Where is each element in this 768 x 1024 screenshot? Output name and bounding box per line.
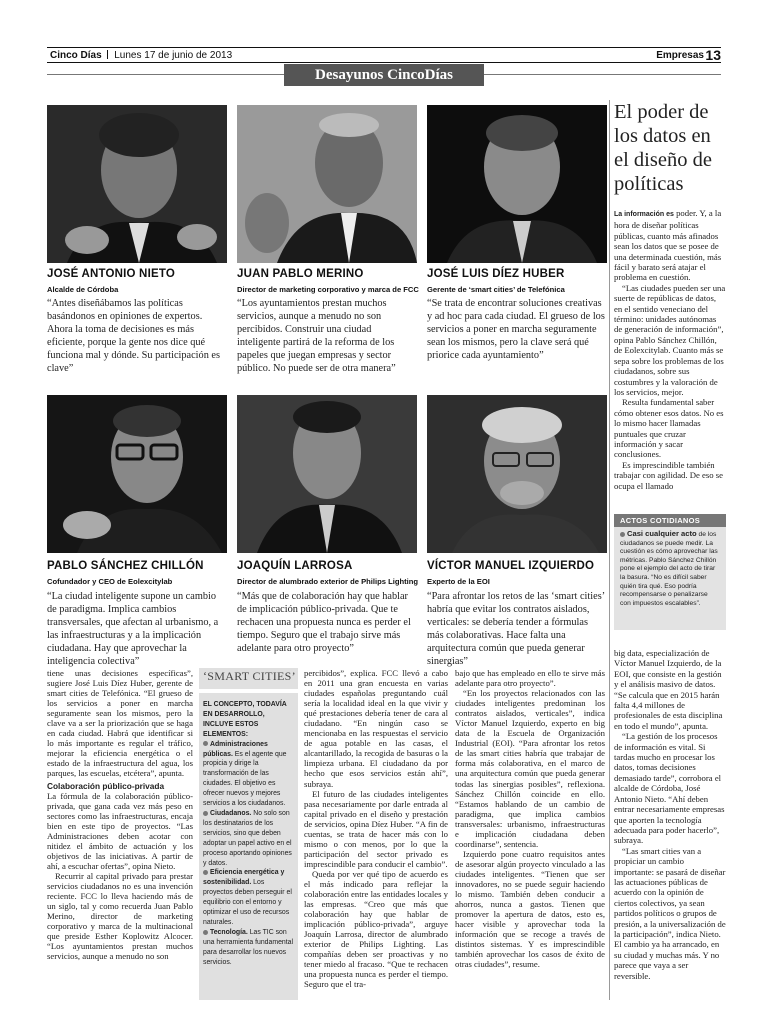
- band-rule-left: [47, 74, 284, 75]
- bullet-icon: [203, 870, 208, 875]
- photo-victor-manuel-izquierdo: [427, 395, 607, 553]
- person-quote: “Se trata de encontrar soluciones creativas y ad hoc para cada ciudad. El grueso de los servicios a poner en marcha seguramente sean los mismos, pero la clave será qué priorice cada ayuntamiento”: [427, 298, 605, 361]
- smart-cities-body: [203, 700, 295, 967]
- sidebar-headline: El poder de los datos en el diseño de políticas: [614, 101, 712, 195]
- bullet-icon: [203, 930, 208, 935]
- sidebar-paragraph: Resulta fundamental saber cómo obtener esos datos. No es lo mismo hacer llamadas puntuales que cruzar información y sacar conclusiones.: [614, 397, 724, 460]
- sidebar-lead: La información es: [614, 211, 674, 218]
- article-column-4: [455, 668, 605, 969]
- subheading: Colaboración público-privada: [47, 780, 165, 791]
- smart-item-title: Tecnología.: [210, 928, 248, 936]
- smart-item-text: Las TIC son una herramienta fundamental para desarrollar los nuevos servicios.: [203, 928, 294, 966]
- sidebar-continuation: [614, 648, 726, 981]
- smart-cities-title: ‘SMART CITIES’: [203, 669, 296, 683]
- person-quote: “Más que de colaboración hay que hablar de implicación público-privada. Que te rechacen una propuesta nunca es perder el tiempo. Seguro que el trabajo sirve más adelante para otro proyecto”: [237, 591, 411, 654]
- person-role: Director de marketing corporativo y marca de FCC: [237, 285, 419, 294]
- page-number: 13: [705, 47, 721, 63]
- smart-intro: EL CONCEPTO, TODAVÍA EN DESARROLLO, INCLUYE ESTOS ELEMENTOS:: [203, 701, 287, 738]
- sidebar-paragraph: big data, especialización de Víctor Manuel Izquierdo, de la EOI, que consiste en la gestión y el análisis masivo de datos. “Se calcula que en 2015 harán falta 4,4 millones de profesionales de esta disciplina en todo el mundo”, apunta.: [614, 648, 723, 731]
- smart-item-text: Es el agente que propicia y dirige la transformación de las ciudades. El objetivo es ofrecer nuevos y mejores servicios a los ciudadanos.: [203, 750, 287, 808]
- article-paragraph: tiene unas decisiones específicas”, sugiere José Luis Díez Huber, gerente de smart cities de Telefónica. “El grueso de los servicios a poner en marcha seguramente sean los mismos, pero la clave va a ser la priorización que se haga en cada ciudad. Habrá que identificar si lo más importante es regular el tráfico, mejorar la eficiencia energética o el estado de la infraestructura del agua, los parques, las escuelas, etcétera”, apunta.: [47, 668, 193, 779]
- sidebar-rule: [609, 100, 610, 1000]
- person-quote: “Antes diseñábamos las políticas basándonos en opiniones de expertos. Ahora la toma de decisiones es más eficiente, porque la gente nos dice qué funciona mal y dónde. Su participación es clave”: [47, 298, 220, 374]
- photo-jose-antonio-nieto: [47, 105, 227, 263]
- article-column-1: [47, 668, 193, 961]
- smart-cities-divider: [199, 689, 298, 693]
- bullet-icon: [203, 741, 208, 746]
- sidebar-body: [614, 208, 726, 491]
- bullet-icon: [620, 532, 625, 537]
- person-quote: “Los ayuntamientos prestan muchos servicios, aunque a menudo no son percibidos. Construir una ciudad inteligente partirá de la reforma de los papeles que juegan empresas y sector público. No puede ser de otra manera”: [237, 298, 396, 374]
- photo-joaquin-larrosa: [237, 395, 417, 553]
- person-role: Gerente de ‘smart cities’ de Telefónica: [427, 285, 565, 294]
- article-paragraph: El futuro de las ciudades inteligentes pasa necesariamente por darle entrada al capital privado en el diseño y prestación de servicios, opina Díez Huber. “A fin de cuentas, se trata de hacer más con lo mismo o con menos, por lo que la participación del sector privado es imprescindible para conducir el cambio”.: [304, 788, 448, 869]
- person-role: Director de alumbrado exterior de Philips Lighting: [237, 577, 419, 586]
- box-lead: Casi cualquier acto: [627, 529, 697, 538]
- article-paragraph: Izquierdo pone cuatro requisitos antes de asesorar algún proyecto vinculado a las ciudades inteligentes. “Tienen que ser innovadores, no se puede seguir haciendo lo mismo. También deben conducir a ahorros, nunca a gastos. Tienen que promover la apertura de datos, esto es, hacer visible y aprovechar toda la información que se recoge a través de distintos sistemas. Y es imprescindible también aprovechar los casos de éxito de otras ciudades”, resume.: [455, 848, 605, 970]
- person-quote: “Para afrontar los retos de las ‘smart cities’ habría que evitar los contratos aislados, verticales: se debería tender a fórmulas más colaborativas. Hace falta una arquitectura común que pueda generar sinergias”: [427, 591, 605, 667]
- photo-juan-pablo-merino: [237, 105, 417, 263]
- person-name: JOSÉ ANTONIO NIETO: [47, 268, 175, 280]
- sidebar-paragraph: Es imprescindible también trabajar con agilidad. De eso se ocupa el llamado: [614, 459, 724, 491]
- header-top-rule: [47, 47, 721, 48]
- article-paragraph: bajo que has empleado en ello te sirve más adelante para otro proyecto”.: [455, 668, 605, 689]
- person-role: Experto de la EOI: [427, 577, 490, 586]
- box-title: ACTOS COTIDIANOS: [614, 514, 726, 527]
- issue-date: Lunes 17 de junio de 2013: [114, 50, 233, 61]
- brand-name: Cinco Días: [50, 50, 102, 61]
- person-quote: “La ciudad inteligente supone un cambio de paradigma. Implica cambios transversales, que afectan al urbanismo, a las infraestructuras y a la implicación ciudadana. Hay que aprovechar la inteligencia colectiva”: [47, 591, 219, 667]
- person-name: JOSÉ LUIS DÍEZ HUBER: [427, 268, 565, 280]
- sidebar-paragraph: “Las smart cities van a propiciar un cambio importante: se pasará de diseñar las actuaciones públicas de acuerdo con la opinión de ciertos colectivos, ya sean partidos políticos o grupos de presión, a la universalización de la participación”, indica Nieto. El cambio ya ha arrancado, en su ciudad y muchas más. Y no parece que vaya a ser reversible.: [614, 845, 726, 981]
- article-paragraph: La fórmula de la colaboración público-privada, que gana cada vez más peso en sectores como las infraestructuras, encaja bien en este tipo de proyectos. “Las Administraciones deben acotar con nitidez el ámbito de actuación y los objetivos de las iniciativas. A partir de ahí, a escuchar ofertas”, opina Nieto.: [47, 790, 193, 871]
- article-paragraph: Recurrir al capital privado para prestar servicios ciudadanos no es una invención reciente. FCC lo lleva haciendo más de un siglo, tal y como recuerda Juan Pablo Merino, director de marketing corporativo y marca de la multinacional que preside Esther Koplowitz Alcocer. “Los ayuntamientos prestan muchos servicios, aunque a menudo no son: [47, 870, 193, 962]
- person-name: JOAQUÍN LARROSA: [237, 560, 353, 572]
- box-text: de los ciudadanos se puede medir. La cuestión es cómo aprovechar las métricas. Pablo Sánchez Chillón pone el ejemplo del acto de tirar la basura. “No es difícil saber quién tira qué. Eso podría recompensarse o penalizarse con impuestos escalables”.: [620, 531, 718, 607]
- masthead: [50, 50, 232, 61]
- smart-item-text: No solo son los destinatarios de los servicios, sino que deben adoptar un papel activo en el proceso aportando opiniones y datos.: [203, 809, 292, 867]
- sidebar-paragraph: “Las ciudades pueden ser una suerte de repúblicas de datos, en el sentido veneciano del término: unidades autónomas de generación de información”, opina Pablo Sánchez Chillón, de Eolexcitylab. Cuanto más se sepa sobre los problemas de los ciudadanos, sobre sus costumbres y la valoración de los servicios, mejor.: [614, 282, 726, 397]
- band-rule-right: [484, 74, 721, 75]
- photo-pablo-sanchez-chillon: [47, 395, 227, 553]
- article-paragraph: “En los proyectos relacionados con las ciudades inteligentes predominan los contratos aislados, verticales”, indica Víctor Manuel Izquierdo, experto en big data de la Escuela de Organización Industrial (EOI). “Para afrontar los retos de las smart cities habría que trabajar de forma más colaborativa, en el marco de una arquitectura común que pueda generar todas las sinergias posibles”, reflexiona. Sánchez Chillón coincide en ello. “Estamos hablando de un cambio de paradigma, que implica cambios transversales: urbanismo, infraestructuras e implicación ciudadana deben coordinarse”, sentencia.: [455, 688, 605, 849]
- smart-item-title: Ciudadanos.: [210, 809, 252, 817]
- smart-item-title: Eficiencia energética y sostenibilidad.: [203, 869, 285, 887]
- article-paragraph: percibidos”, explica. FCC llevó a cabo en 2011 una gran encuesta en varias ciudades españolas preguntando cuál sería la localidad ideal en la que vivir y qué prestaciones debería tener de cara al ciudadano. “En ningún caso se mencionaba en las respuestas el servicio de agua potable en las casas, el alcantarillado, la recogida de basuras o la limpieza urbana. El ciudadano da por hecho que esos servicios están ahí”, subraya.: [304, 668, 448, 789]
- sidebar-paragraph: “La gestión de los procesos de información es vital. Si tardas mucho en procesar los datos, tomas decisiones demasiado tarde”, corrobora el alcalde de Córdoba, José Antonio Nieto. “Ahí deben entrar necesariamente empresas que aporten la tecnología adecuada para poder hacerlo”, subraya.: [614, 731, 725, 846]
- person-name: PABLO SÁNCHEZ CHILLÓN: [47, 560, 204, 572]
- smart-item-title: Administraciones públicas.: [203, 740, 268, 758]
- photo-jose-luis-diez-huber: [427, 105, 607, 263]
- person-name: VÍCTOR MANUEL IZQUIERDO: [427, 560, 595, 572]
- article-column-3: [304, 668, 448, 990]
- header-bottom-rule: [47, 62, 721, 63]
- bullet-icon: [203, 811, 208, 816]
- actos-cotidianos-box: [614, 514, 726, 630]
- person-name: JUAN PABLO MERINO: [237, 268, 364, 280]
- smart-item-text: Los proyectos deben perseguir el equilibrio con el entorno y optimizar el uso de recursos naturales.: [203, 879, 292, 926]
- person-role: Alcalde de Córdoba: [47, 285, 119, 294]
- article-paragraph: Queda por ver qué tipo de acuerdo es el más indicado para reflejar la colaboración entre las entidades locales y las empresas. “Creo que más que colaboración hay que hablar de implicación público-privada”, arguye Joaquín Larrosa, director de alumbrado exterior de Philips Lighting. Las compañías deben ser proactivas y no tener miedo al fracaso. “Que te rechacen una propuesta nunca es perder el tiempo. Seguro que el tra-: [304, 868, 449, 990]
- sidebar-paragraph: poder. Y, a la hora de diseñar políticas públicas, cuanto más afinados sean los datos que se posee de una determinada cuestión, más fácil y barato será atajar el problema en cuestión.: [614, 208, 722, 283]
- person-role: Cofundador y CEO de Eolexcitylab: [47, 577, 173, 586]
- section-band: Desayunos CincoDías: [284, 64, 484, 86]
- section-name: Empresas: [656, 50, 704, 61]
